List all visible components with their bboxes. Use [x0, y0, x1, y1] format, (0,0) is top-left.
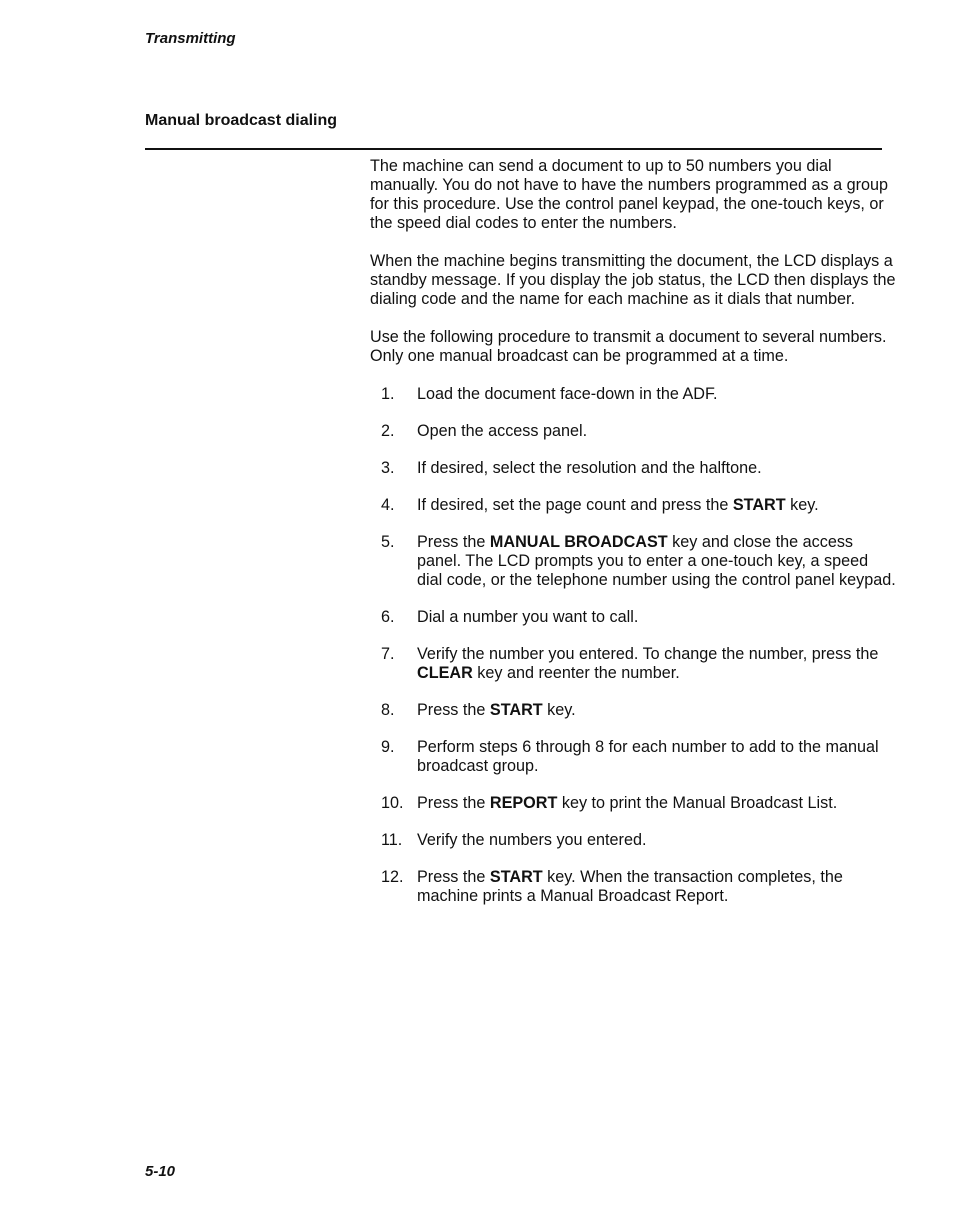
key-name: REPORT — [489, 794, 558, 812]
step-item — [370, 496, 896, 515]
key-name: MANUAL BROADCAST — [489, 533, 668, 551]
step-text: Verify the numbers you entered. — [417, 831, 647, 849]
step-item — [370, 794, 896, 813]
step-text: If desired, select the resolution and the halftone. — [417, 459, 762, 477]
section-title: Manual broadcast dialing — [145, 112, 338, 129]
step-number: 5. — [381, 533, 395, 551]
step-item — [370, 385, 896, 404]
step-text: Press the MANUAL BROADCAST key and close the access panel. The LCD prompts you to enter a one-touch key, a speed dial code, or the telephone number using the control panel keypad. — [417, 533, 896, 589]
step-item — [370, 701, 896, 720]
step-number: 1. — [381, 385, 395, 403]
step-item — [370, 738, 896, 776]
step-number: 12. — [381, 868, 404, 886]
step-number: 11. — [381, 831, 403, 849]
running-head: Transmitting — [145, 30, 236, 47]
step-number: 8. — [381, 701, 395, 719]
key-name: CLEAR — [417, 664, 473, 682]
intro-paragraph: The machine can send a document to up to 50 numbers you dial manually. You do not have to have the numbers programmed as a group for this procedure. Use the control panel keypad, the one-touch keys, or the speed dial codes to enter the numbers. — [370, 157, 889, 232]
procedure-steps — [370, 385, 896, 906]
key-name: START — [489, 701, 543, 719]
step-number: 6. — [381, 608, 395, 626]
step-number: 10. — [381, 794, 404, 812]
step-number: 7. — [381, 645, 395, 663]
step-number: 4. — [381, 496, 395, 514]
step-text: Verify the number you entered. To change the number, press the CLEAR key and reenter the number. — [417, 645, 879, 682]
step-item — [370, 422, 896, 441]
lcd-paragraph: When the machine begins transmitting the document, the LCD displays a standby message. If you display the job status, the LCD then displays the dialing code and the name for each machine as it dials that number. — [370, 252, 896, 308]
step-text: Press the START key. — [417, 701, 576, 719]
step-text: Press the START key. When the transaction completes, the machine prints a Manual Broadcast Report. — [417, 868, 843, 905]
key-name: START — [489, 868, 543, 886]
step-text: Press the REPORT key to print the Manual Broadcast List. — [417, 794, 838, 812]
step-item — [370, 608, 896, 627]
page-number: 5-10 — [145, 1163, 176, 1180]
step-item — [370, 868, 896, 906]
step-text: Open the access panel. — [417, 422, 588, 440]
step-item — [370, 831, 896, 850]
step-text: Dial a number you want to call. — [417, 608, 639, 626]
body-column — [370, 157, 896, 924]
step-text: Load the document face-down in the ADF. — [417, 385, 718, 403]
step-number: 9. — [381, 738, 395, 756]
step-number: 3. — [381, 459, 395, 477]
procedure-paragraph: Use the following procedure to transmit a document to several numbers. Only one manual broadcast can be programmed at a time. — [370, 328, 887, 365]
step-item — [370, 459, 896, 478]
key-name: START — [732, 496, 786, 514]
step-item — [370, 645, 896, 683]
step-item — [370, 533, 896, 590]
step-number: 2. — [381, 422, 395, 440]
step-text: If desired, set the page count and press the START key. — [417, 496, 819, 514]
step-text: Perform steps 6 through 8 for each number to add to the manual broadcast group. — [417, 738, 879, 775]
section-divider — [145, 148, 882, 150]
